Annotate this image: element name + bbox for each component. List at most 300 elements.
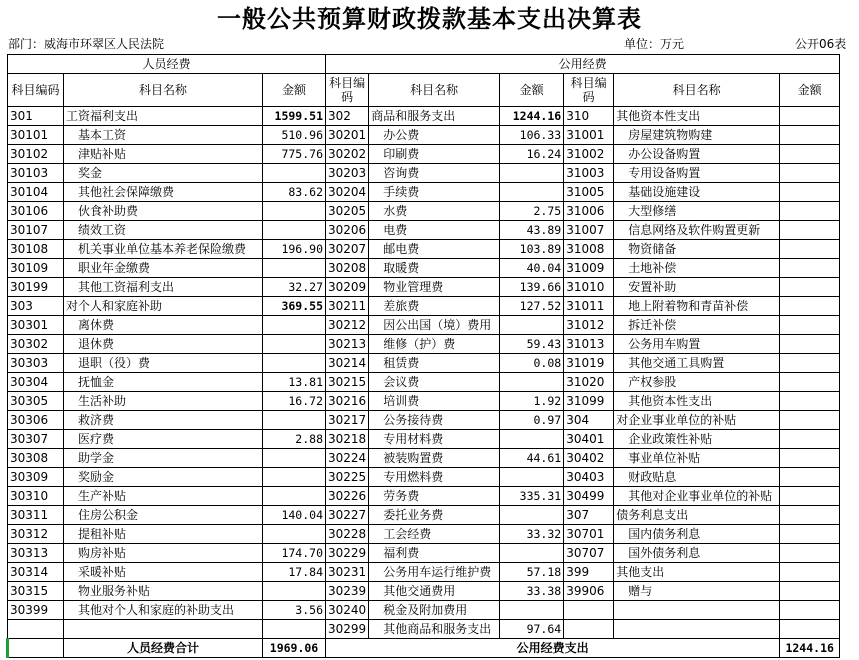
subject-code-cell: 30208	[326, 259, 369, 278]
subject-name-cell: 国外债务利息	[614, 544, 780, 563]
expenditure-table	[6, 54, 840, 658]
amount-cell	[780, 297, 840, 316]
subject-name-cell: 拆迁补偿	[614, 316, 780, 335]
subject-name-cell: 赠与	[614, 582, 780, 601]
subject-code-cell: 30218	[326, 430, 369, 449]
amount-cell	[263, 468, 326, 487]
col-header-name: 科目名称	[369, 74, 500, 107]
subject-code-cell: 30206	[326, 221, 369, 240]
amount-cell	[780, 316, 840, 335]
subject-code-cell: 31005	[564, 183, 614, 202]
col-header-amount: 金额	[500, 74, 564, 107]
amount-cell	[500, 601, 564, 620]
table-row	[8, 468, 840, 487]
amount-cell: 1599.51	[263, 107, 326, 126]
subject-name-cell: 基础设施建设	[614, 183, 780, 202]
amount-cell	[500, 164, 564, 183]
subject-code-cell: 31012	[564, 316, 614, 335]
amount-cell	[500, 430, 564, 449]
table-row	[8, 335, 840, 354]
subject-name-cell: 专用燃料费	[369, 468, 500, 487]
subject-name-cell: 公务用车运行维护费	[369, 563, 500, 582]
subject-code-cell: 30303	[8, 354, 64, 373]
amount-cell	[780, 202, 840, 221]
amount-cell	[780, 164, 840, 183]
subject-name-cell: 会议费	[369, 373, 500, 392]
subject-code-cell: 31019	[564, 354, 614, 373]
subject-name-cell: 机关事业单位基本养老保险缴费	[64, 240, 263, 259]
amount-cell: 2.88	[263, 430, 326, 449]
subject-code-cell: 30216	[326, 392, 369, 411]
subject-code-cell: 30225	[326, 468, 369, 487]
table-row	[8, 582, 840, 601]
subject-name-cell: 维修（护）费	[369, 335, 500, 354]
amount-cell	[780, 392, 840, 411]
subject-code-cell: 30307	[8, 430, 64, 449]
amount-cell: 0.08	[500, 354, 564, 373]
amount-cell: 1.92	[500, 392, 564, 411]
subject-name-cell: 住房公积金	[64, 506, 263, 525]
amount-cell	[263, 411, 326, 430]
subject-code-cell: 30239	[326, 582, 369, 601]
table-body	[8, 107, 840, 639]
amount-cell: 140.04	[263, 506, 326, 525]
public-total-label: 公用经费支出	[326, 639, 780, 658]
table-row	[8, 620, 840, 639]
subject-name-cell: 租赁费	[369, 354, 500, 373]
amount-cell	[780, 373, 840, 392]
col-header-code: 科目编码	[564, 74, 614, 107]
column-header-row	[8, 74, 840, 107]
subject-code-cell: 30402	[564, 449, 614, 468]
table-row	[8, 392, 840, 411]
subject-name-cell: 水费	[369, 202, 500, 221]
subject-code-cell: 30305	[8, 392, 64, 411]
subject-name-cell: 生活补助	[64, 392, 263, 411]
amount-cell	[263, 202, 326, 221]
subject-name-cell: 其他社会保障缴费	[64, 183, 263, 202]
subject-code-cell: 30212	[326, 316, 369, 335]
report-title: 一般公共预算财政拨款基本支出决算表	[217, 5, 642, 33]
subject-code-cell: 30707	[564, 544, 614, 563]
table-row	[8, 525, 840, 544]
subject-code-cell: 30311	[8, 506, 64, 525]
subject-code-cell: 30215	[326, 373, 369, 392]
subject-name-cell: 产权参股	[614, 373, 780, 392]
subject-code-cell: 39906	[564, 582, 614, 601]
subject-code-cell: 310	[564, 107, 614, 126]
amount-cell: 32.27	[263, 278, 326, 297]
amount-cell: 17.84	[263, 563, 326, 582]
unit-label: 单位：万元	[624, 37, 685, 51]
amount-cell: 369.55	[263, 297, 326, 316]
subject-name-cell: 抚恤金	[64, 373, 263, 392]
amount-cell	[780, 259, 840, 278]
amount-cell	[263, 487, 326, 506]
subject-name-cell: 安置补助	[614, 278, 780, 297]
table-row	[8, 107, 840, 126]
subject-code-cell: 31008	[564, 240, 614, 259]
table-row	[8, 297, 840, 316]
table-row	[8, 259, 840, 278]
amount-cell	[780, 240, 840, 259]
subject-code-cell: 30224	[326, 449, 369, 468]
amount-cell	[263, 449, 326, 468]
amount-cell	[780, 487, 840, 506]
subject-name-cell	[614, 601, 780, 620]
subject-code-cell: 30108	[8, 240, 64, 259]
subject-name-cell: 物业服务补贴	[64, 582, 263, 601]
subject-code-cell: 30107	[8, 221, 64, 240]
amount-cell	[780, 221, 840, 240]
table-row	[8, 601, 840, 620]
amount-cell	[263, 316, 326, 335]
amount-cell	[780, 620, 840, 639]
table-row	[8, 183, 840, 202]
subject-code-cell: 30213	[326, 335, 369, 354]
subject-name-cell: 公务接待费	[369, 411, 500, 430]
subject-code-cell: 30310	[8, 487, 64, 506]
amount-cell	[780, 525, 840, 544]
table-row	[8, 221, 840, 240]
subject-code-cell: 30102	[8, 145, 64, 164]
subject-code-cell: 30217	[326, 411, 369, 430]
subject-name-cell: 税金及附加费用	[369, 601, 500, 620]
subject-name-cell: 采暖补贴	[64, 563, 263, 582]
amount-cell	[780, 145, 840, 164]
amount-cell	[263, 335, 326, 354]
amount-cell	[780, 506, 840, 525]
amount-cell	[780, 468, 840, 487]
subject-name-cell: 财政贴息	[614, 468, 780, 487]
amount-cell: 16.24	[500, 145, 564, 164]
subject-name-cell: 物业管理费	[369, 278, 500, 297]
subject-code-cell	[564, 620, 614, 639]
table-row	[8, 544, 840, 563]
subject-code-cell: 307	[564, 506, 614, 525]
amount-cell: 196.90	[263, 240, 326, 259]
subject-code-cell: 30403	[564, 468, 614, 487]
subject-code-cell: 30214	[326, 354, 369, 373]
subject-code-cell: 30226	[326, 487, 369, 506]
subject-code-cell: 31007	[564, 221, 614, 240]
subject-code-cell: 31020	[564, 373, 614, 392]
section-header-row	[8, 55, 840, 74]
table-row	[8, 449, 840, 468]
subject-code-cell: 30199	[8, 278, 64, 297]
subject-name-cell: 地上附着物和青苗补偿	[614, 297, 780, 316]
table-row	[8, 354, 840, 373]
subject-name-cell: 咨询费	[369, 164, 500, 183]
subject-code-cell: 30203	[326, 164, 369, 183]
subject-name-cell: 职业年金缴费	[64, 259, 263, 278]
subject-code-cell: 30399	[8, 601, 64, 620]
subject-name-cell: 离休费	[64, 316, 263, 335]
subject-name-cell: 退职（役）费	[64, 354, 263, 373]
subject-code-cell: 30109	[8, 259, 64, 278]
subject-code-cell: 30308	[8, 449, 64, 468]
subject-code-cell: 30207	[326, 240, 369, 259]
form-code: 公开06表	[795, 37, 847, 51]
subject-code-cell: 30201	[326, 126, 369, 145]
subject-name-cell: 其他资本性支出	[614, 392, 780, 411]
subject-name-cell: 债务利息支出	[614, 506, 780, 525]
subject-name-cell: 公务用车购置	[614, 335, 780, 354]
subject-code-cell: 30701	[564, 525, 614, 544]
subject-code-cell: 30211	[326, 297, 369, 316]
subject-code-cell	[8, 620, 64, 639]
subject-code-cell: 30204	[326, 183, 369, 202]
amount-cell	[263, 164, 326, 183]
subject-code-cell: 31002	[564, 145, 614, 164]
subject-name-cell: 津贴补贴	[64, 145, 263, 164]
subject-code-cell: 30103	[8, 164, 64, 183]
amount-cell: 16.72	[263, 392, 326, 411]
subject-code-cell: 30312	[8, 525, 64, 544]
subject-name-cell: 福利费	[369, 544, 500, 563]
subject-code-cell: 30301	[8, 316, 64, 335]
table-row	[8, 430, 840, 449]
subject-code-cell: 30299	[326, 620, 369, 639]
col-header-amount: 金额	[780, 74, 840, 107]
personnel-total-label: 人员经费合计	[64, 639, 263, 658]
amount-cell: 775.76	[263, 145, 326, 164]
amount-cell	[780, 601, 840, 620]
amount-cell	[780, 582, 840, 601]
subject-code-cell: 30104	[8, 183, 64, 202]
subject-code-cell: 30313	[8, 544, 64, 563]
subject-code-cell: 303	[8, 297, 64, 316]
subject-name-cell: 委托业务费	[369, 506, 500, 525]
subject-name-cell: 工资福利支出	[64, 107, 263, 126]
table-row	[8, 240, 840, 259]
subject-name-cell: 专用材料费	[369, 430, 500, 449]
amount-cell	[780, 278, 840, 297]
subject-code-cell: 302	[326, 107, 369, 126]
subject-name-cell: 房屋建筑物购建	[614, 126, 780, 145]
amount-cell	[780, 430, 840, 449]
amount-cell	[780, 354, 840, 373]
subject-name-cell: 对个人和家庭补助	[64, 297, 263, 316]
subject-name-cell: 奖励金	[64, 468, 263, 487]
amount-cell: 127.52	[500, 297, 564, 316]
amount-cell: 1244.16	[500, 107, 564, 126]
amount-cell: 2.75	[500, 202, 564, 221]
subject-name-cell: 取暖费	[369, 259, 500, 278]
subject-code-cell: 301	[8, 107, 64, 126]
amount-cell: 33.38	[500, 582, 564, 601]
amount-cell	[780, 449, 840, 468]
subject-name-cell	[614, 620, 780, 639]
table-row	[8, 316, 840, 335]
amount-cell: 174.70	[263, 544, 326, 563]
amount-cell	[500, 468, 564, 487]
subject-code-cell: 31009	[564, 259, 614, 278]
subject-code-cell	[564, 601, 614, 620]
subject-code-cell: 31006	[564, 202, 614, 221]
subject-name-cell: 印刷费	[369, 145, 500, 164]
subject-name-cell: 企业政策性补贴	[614, 430, 780, 449]
subject-name-cell: 手续费	[369, 183, 500, 202]
subject-code-cell: 30209	[326, 278, 369, 297]
subject-name-cell: 土地补偿	[614, 259, 780, 278]
col-header-name: 科目名称	[64, 74, 263, 107]
subject-code-cell: 30101	[8, 126, 64, 145]
table-row	[8, 164, 840, 183]
subject-code-cell: 30202	[326, 145, 369, 164]
amount-cell: 0.97	[500, 411, 564, 430]
subject-code-cell: 31003	[564, 164, 614, 183]
table-row	[8, 126, 840, 145]
subject-code-cell: 31013	[564, 335, 614, 354]
amount-cell	[780, 107, 840, 126]
subject-name-cell: 信息网络及软件购置更新	[614, 221, 780, 240]
subject-name-cell: 伙食补助费	[64, 202, 263, 221]
table-row	[8, 563, 840, 582]
amount-cell: 59.43	[500, 335, 564, 354]
subject-code-cell: 31099	[564, 392, 614, 411]
amount-cell: 33.32	[500, 525, 564, 544]
subject-name-cell: 差旅费	[369, 297, 500, 316]
subject-name-cell: 退休费	[64, 335, 263, 354]
subject-name-cell: 工会经费	[369, 525, 500, 544]
subject-name-cell: 邮电费	[369, 240, 500, 259]
subject-code-cell: 31010	[564, 278, 614, 297]
subject-name-cell: 劳务费	[369, 487, 500, 506]
subject-code-cell: 31001	[564, 126, 614, 145]
public-total-amount: 1244.16	[780, 639, 840, 658]
subject-name-cell: 其他对企业事业单位的补贴	[614, 487, 780, 506]
subject-code-cell: 30304	[8, 373, 64, 392]
subject-name-cell: 其他工资福利支出	[64, 278, 263, 297]
amount-cell	[500, 544, 564, 563]
amount-cell	[263, 354, 326, 373]
amount-cell	[263, 582, 326, 601]
subject-name-cell: 基本工资	[64, 126, 263, 145]
amount-cell: 43.89	[500, 221, 564, 240]
table-row	[8, 506, 840, 525]
subject-name-cell: 其他对个人和家庭的补助支出	[64, 601, 263, 620]
col-header-amount: 金额	[263, 74, 326, 107]
subject-name-cell: 办公费	[369, 126, 500, 145]
subject-name-cell: 电费	[369, 221, 500, 240]
subject-name-cell: 绩效工资	[64, 221, 263, 240]
subject-code-cell: 30302	[8, 335, 64, 354]
subject-code-cell: 30401	[564, 430, 614, 449]
subject-name-cell: 对企业事业单位的补贴	[614, 411, 780, 430]
subject-name-cell: 大型修缮	[614, 202, 780, 221]
amount-cell: 97.64	[500, 620, 564, 639]
subject-code-cell: 30205	[326, 202, 369, 221]
table-row	[8, 145, 840, 164]
table-row	[8, 278, 840, 297]
amount-cell	[780, 335, 840, 354]
subject-name-cell: 救济费	[64, 411, 263, 430]
subject-code-cell: 30315	[8, 582, 64, 601]
amount-cell: 510.96	[263, 126, 326, 145]
subject-name-cell: 事业单位补贴	[614, 449, 780, 468]
amount-cell	[780, 183, 840, 202]
subject-name-cell: 国内债务利息	[614, 525, 780, 544]
amount-cell: 13.81	[263, 373, 326, 392]
amount-cell: 139.66	[500, 278, 564, 297]
subject-name-cell: 医疗费	[64, 430, 263, 449]
subject-name-cell: 其他交通费用	[369, 582, 500, 601]
subject-name-cell: 生产补贴	[64, 487, 263, 506]
amount-cell: 57.18	[500, 563, 564, 582]
amount-cell	[500, 316, 564, 335]
department-label: 部门：威海市环翠区人民法院	[8, 37, 165, 51]
table-row	[8, 411, 840, 430]
amount-cell	[780, 544, 840, 563]
amount-cell	[780, 411, 840, 430]
amount-cell	[263, 259, 326, 278]
subject-name-cell: 被装购置费	[369, 449, 500, 468]
col-header-code: 科目编码	[8, 74, 64, 107]
subject-code-cell: 30227	[326, 506, 369, 525]
amount-cell: 44.61	[500, 449, 564, 468]
table-row	[8, 373, 840, 392]
amount-cell	[500, 506, 564, 525]
amount-cell: 83.62	[263, 183, 326, 202]
subject-code-cell: 30240	[326, 601, 369, 620]
subject-code-cell: 30309	[8, 468, 64, 487]
col-header-code: 科目编码	[326, 74, 369, 107]
subject-code-cell: 30306	[8, 411, 64, 430]
subject-code-cell: 31011	[564, 297, 614, 316]
personnel-section-header: 人员经费	[8, 55, 326, 74]
subject-name-cell: 其他资本性支出	[614, 107, 780, 126]
amount-cell	[500, 183, 564, 202]
personnel-total-amount: 1969.06	[263, 639, 326, 658]
amount-cell	[263, 525, 326, 544]
subject-name-cell: 其他支出	[614, 563, 780, 582]
subject-code-cell: 30229	[326, 544, 369, 563]
subject-name-cell: 其他商品和服务支出	[369, 620, 500, 639]
subject-name-cell: 因公出国（境）费用	[369, 316, 500, 335]
amount-cell	[263, 620, 326, 639]
totals-spacer	[8, 639, 64, 658]
subject-name-cell: 专用设备购置	[614, 164, 780, 183]
amount-cell: 103.89	[500, 240, 564, 259]
table-row	[8, 487, 840, 506]
amount-cell: 40.04	[500, 259, 564, 278]
amount-cell: 335.31	[500, 487, 564, 506]
subject-code-cell: 399	[564, 563, 614, 582]
subject-name-cell: 其他交通工具购置	[614, 354, 780, 373]
subject-name-cell: 助学金	[64, 449, 263, 468]
amount-cell: 106.33	[500, 126, 564, 145]
amount-cell: 3.56	[263, 601, 326, 620]
subject-code-cell: 30314	[8, 563, 64, 582]
subject-code-cell: 30228	[326, 525, 369, 544]
subject-code-cell: 30106	[8, 202, 64, 221]
subject-name-cell: 购房补贴	[64, 544, 263, 563]
amount-cell	[780, 126, 840, 145]
table-row	[8, 202, 840, 221]
subject-name-cell: 物资储备	[614, 240, 780, 259]
public-section-header: 公用经费	[326, 55, 840, 74]
subject-name-cell: 商品和服务支出	[369, 107, 500, 126]
subject-name-cell	[64, 620, 263, 639]
amount-cell	[780, 563, 840, 582]
subject-name-cell: 奖金	[64, 164, 263, 183]
col-header-name: 科目名称	[614, 74, 780, 107]
subject-code-cell: 304	[564, 411, 614, 430]
subject-name-cell: 提租补贴	[64, 525, 263, 544]
subject-code-cell: 30499	[564, 487, 614, 506]
subject-code-cell: 30231	[326, 563, 369, 582]
